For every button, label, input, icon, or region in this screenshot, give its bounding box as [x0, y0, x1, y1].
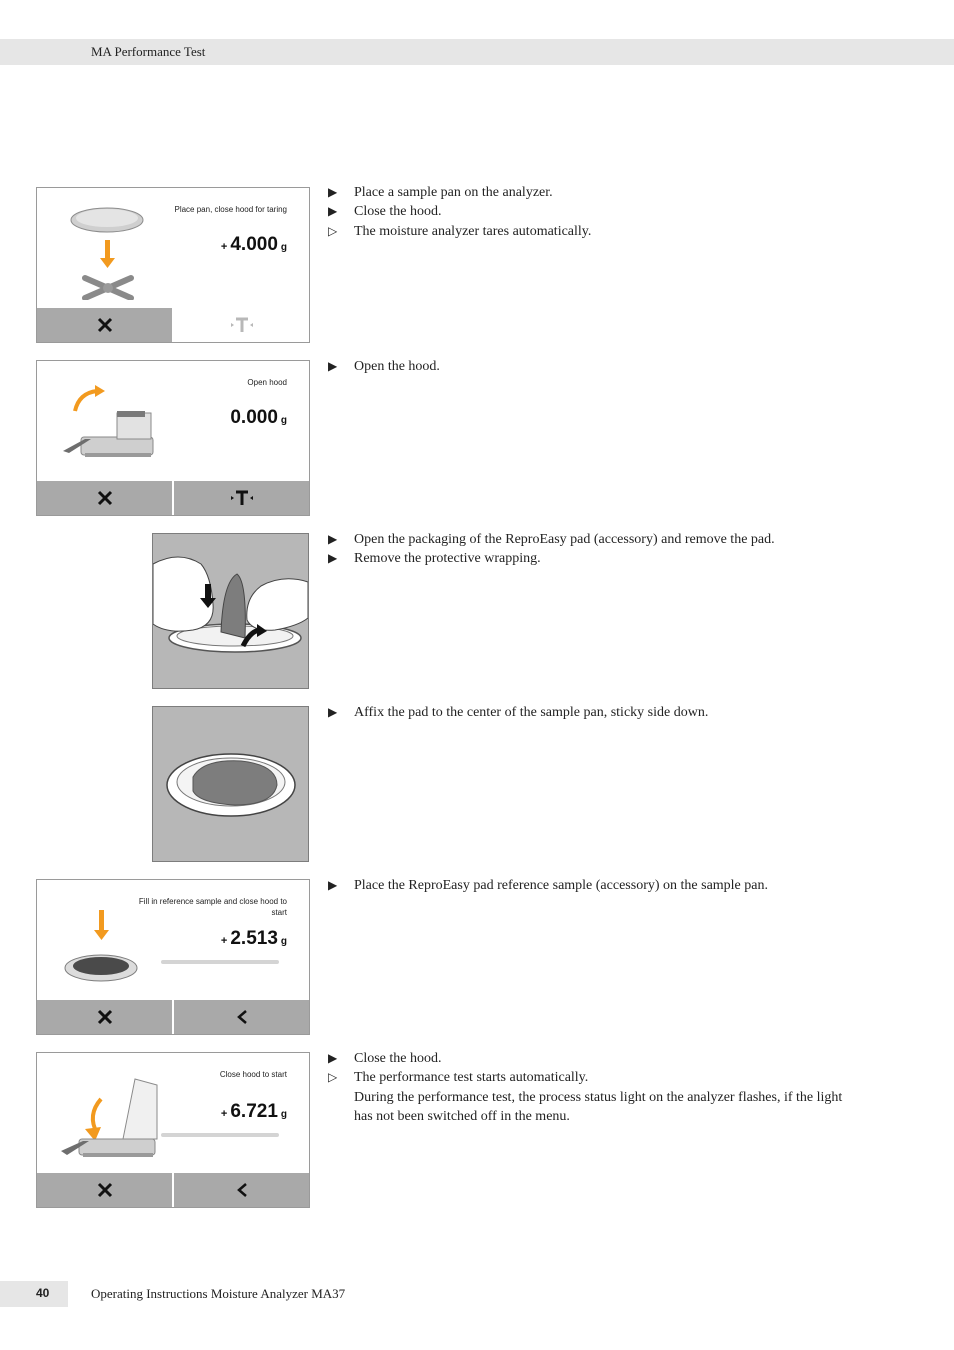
action-bullet-icon: ▶	[328, 878, 338, 892]
screen-place-pan	[36, 187, 310, 343]
close-icon	[97, 1182, 113, 1198]
photo-remove-wrapping	[152, 533, 309, 689]
screen-open-hood	[36, 360, 310, 516]
weight-readout	[221, 928, 287, 950]
weight-value: 0.000	[230, 407, 278, 428]
weight-readout	[227, 407, 287, 429]
weight-unit: g	[280, 1109, 287, 1120]
step-group-1	[328, 183, 888, 241]
screen-button-bar	[37, 481, 309, 515]
step-note	[328, 1088, 854, 1127]
weight-readout	[221, 234, 287, 256]
step-group-2	[328, 357, 888, 376]
weight-sign: +	[220, 1108, 228, 1120]
action-bullet-icon: ▶	[328, 532, 338, 546]
weight-sign: +	[220, 935, 228, 947]
footer-title: Operating Instructions Moisture Analyzer MA37	[91, 1286, 346, 1301]
cancel-button[interactable]	[37, 308, 172, 342]
step-action	[328, 530, 888, 549]
close-icon	[97, 490, 113, 506]
step-action	[328, 549, 888, 568]
action-bullet-icon: ▶	[328, 705, 338, 719]
analyzer-open-hood-illustration	[57, 373, 167, 473]
weight-unit: g	[280, 936, 287, 947]
step-text: Close the hood.	[354, 1051, 442, 1066]
photo-pad-in-pan	[152, 706, 309, 862]
chevron-left-icon	[236, 1009, 248, 1025]
step-action	[328, 703, 888, 722]
step-group-5	[328, 876, 888, 895]
progress-bar	[161, 1133, 279, 1137]
tare-icon	[230, 316, 254, 334]
result-bullet-icon: ▷	[328, 1070, 338, 1085]
tare-button[interactable]	[172, 308, 309, 342]
close-icon	[97, 317, 113, 333]
weight-value: 2.513	[230, 928, 278, 949]
step-text: Remove the protective wrapping.	[354, 551, 541, 567]
step-group-3	[328, 530, 888, 569]
pan-on-cross-illustration	[57, 200, 167, 300]
weight-sign: +	[220, 241, 228, 253]
section-title: MA Performance Test	[91, 44, 206, 59]
weight-unit: g	[280, 242, 287, 253]
progress-bar	[161, 960, 279, 964]
tare-icon	[230, 489, 254, 507]
cancel-button[interactable]	[37, 1000, 172, 1034]
back-button[interactable]	[172, 1000, 309, 1034]
action-bullet-icon: ▶	[328, 204, 338, 219]
step-action	[328, 202, 888, 221]
weight-readout	[221, 1101, 287, 1123]
step-group-6	[328, 1049, 888, 1126]
screen-message: Fill in reference sample and close hood to start	[138, 897, 287, 917]
action-bullet-icon: ▶	[328, 359, 338, 373]
screen-button-bar	[37, 1000, 309, 1034]
screen-close-hood	[36, 1052, 310, 1208]
action-bullet-icon: ▶	[328, 551, 338, 566]
screen-button-bar	[37, 1173, 309, 1207]
step-text: During the performance test, the process status light on the analyzer flashes, if the light has not been switched off in the menu.	[354, 1089, 843, 1124]
step-action	[328, 1049, 888, 1068]
back-button[interactable]	[172, 1173, 309, 1207]
step-text: Place a sample pan on the analyzer.	[354, 185, 553, 200]
step-result	[328, 222, 888, 241]
screen-message: Close hood to start	[219, 1070, 287, 1079]
header-bar	[0, 39, 954, 65]
chevron-left-icon	[236, 1182, 248, 1198]
screen-message: Open hood	[247, 378, 287, 387]
tare-button[interactable]	[172, 481, 309, 515]
step-text: Place the ReproEasy pad reference sample (accessory) on the sample pan.	[354, 878, 768, 893]
step-text: Affix the pad to the center of the sample pan, sticky side down.	[354, 705, 709, 720]
weight-value: 6.721	[230, 1101, 278, 1122]
action-bullet-icon: ▶	[328, 1051, 338, 1065]
step-action	[328, 876, 888, 895]
screen-button-bar	[37, 308, 309, 342]
weight-value: 4.000	[230, 234, 278, 255]
step-text: The performance test starts automatically.	[354, 1070, 589, 1086]
cancel-button[interactable]	[37, 1173, 172, 1207]
analyzer-close-hood-illustration	[57, 1065, 167, 1165]
step-text: Open the hood.	[354, 359, 440, 374]
step-action	[328, 357, 888, 376]
cancel-button[interactable]	[37, 481, 172, 515]
step-text: The moisture analyzer tares automatically.	[354, 223, 592, 239]
screen-fill-sample	[36, 879, 310, 1035]
step-group-4	[328, 703, 888, 722]
action-bullet-icon: ▶	[328, 185, 338, 199]
hands-pad-illustration	[153, 534, 308, 688]
step-action	[328, 183, 888, 202]
step-result	[328, 1068, 888, 1087]
weight-unit: g	[280, 415, 287, 426]
result-bullet-icon: ▷	[328, 223, 338, 238]
screen-message: Place pan, close hood for taring	[174, 205, 287, 214]
step-text: Close the hood.	[354, 204, 442, 220]
close-icon	[97, 1009, 113, 1025]
step-text: Open the packaging of the ReproEasy pad (accessory) and remove the pad.	[354, 532, 775, 547]
pad-in-pan-illustration	[153, 707, 308, 861]
page-number: 40	[0, 1281, 68, 1307]
